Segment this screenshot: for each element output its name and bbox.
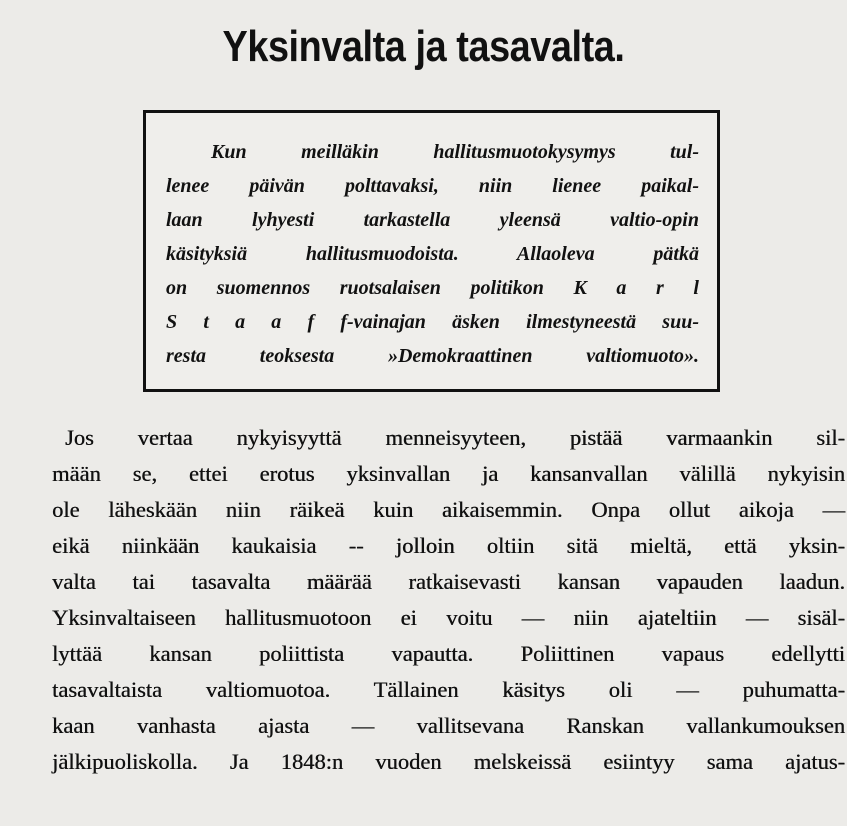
body-line: ole läheskään niin räikeä kuin aikaisemmin. Onpa ollut aikoja — bbox=[52, 497, 845, 522]
body-line: kaan vanhasta ajasta — vallitsevana Ranskan vallankumouksen bbox=[52, 713, 845, 738]
body-line: Yksinvaltaiseen hallitusmuotoon ei voitu — niin ajateltiin — sisäl- bbox=[52, 605, 845, 630]
article-body bbox=[52, 420, 845, 780]
intro-line: Kun meilläkin hallitusmuotokysymys tul- bbox=[211, 141, 699, 163]
intro-line: on suomennos ruotsalaisen politikon K a r l bbox=[166, 277, 699, 299]
intro-text bbox=[166, 135, 699, 373]
body-line: mään se, ettei erotus yksinvallan ja kansanvallan välillä nykyisin bbox=[52, 461, 845, 486]
intro-box bbox=[143, 110, 720, 392]
article-title: Yksinvalta ja tasavalta. bbox=[222, 22, 625, 71]
intro-line: laan lyhyesti tarkastella yleensä valtio-opin bbox=[166, 209, 699, 231]
intro-line: resta teoksesta »Demokraattinen valtiomuoto». bbox=[166, 345, 699, 367]
intro-line: S t a a f f-vainajan äsken ilmestyneestä suu- bbox=[166, 311, 699, 333]
body-line: tasavaltaista valtiomuotoa. Tällainen käsitys oli — puhumatta- bbox=[52, 677, 845, 702]
body-line: jälkipuoliskolla. Ja 1848:n vuoden melskeissä esiintyy sama ajatus- bbox=[52, 749, 845, 774]
intro-line: käsityksiä hallitusmuodoista. Allaoleva pätkä bbox=[166, 243, 699, 265]
body-line: eikä niinkään kaukaisia -- jolloin oltiin sitä mieltä, että yksin- bbox=[52, 533, 845, 558]
body-line: Jos vertaa nykyisyyttä menneisyyteen, pistää varmaankin sil- bbox=[65, 425, 845, 450]
body-line: lyttää kansan poliittista vapautta. Poliittinen vapaus edellytti bbox=[52, 641, 845, 666]
body-line: valta tai tasavalta määrää ratkaisevasti kansan vapauden laadun. bbox=[52, 569, 845, 594]
intro-line: lenee päivän polttavaksi, niin lienee paikal- bbox=[166, 175, 699, 197]
